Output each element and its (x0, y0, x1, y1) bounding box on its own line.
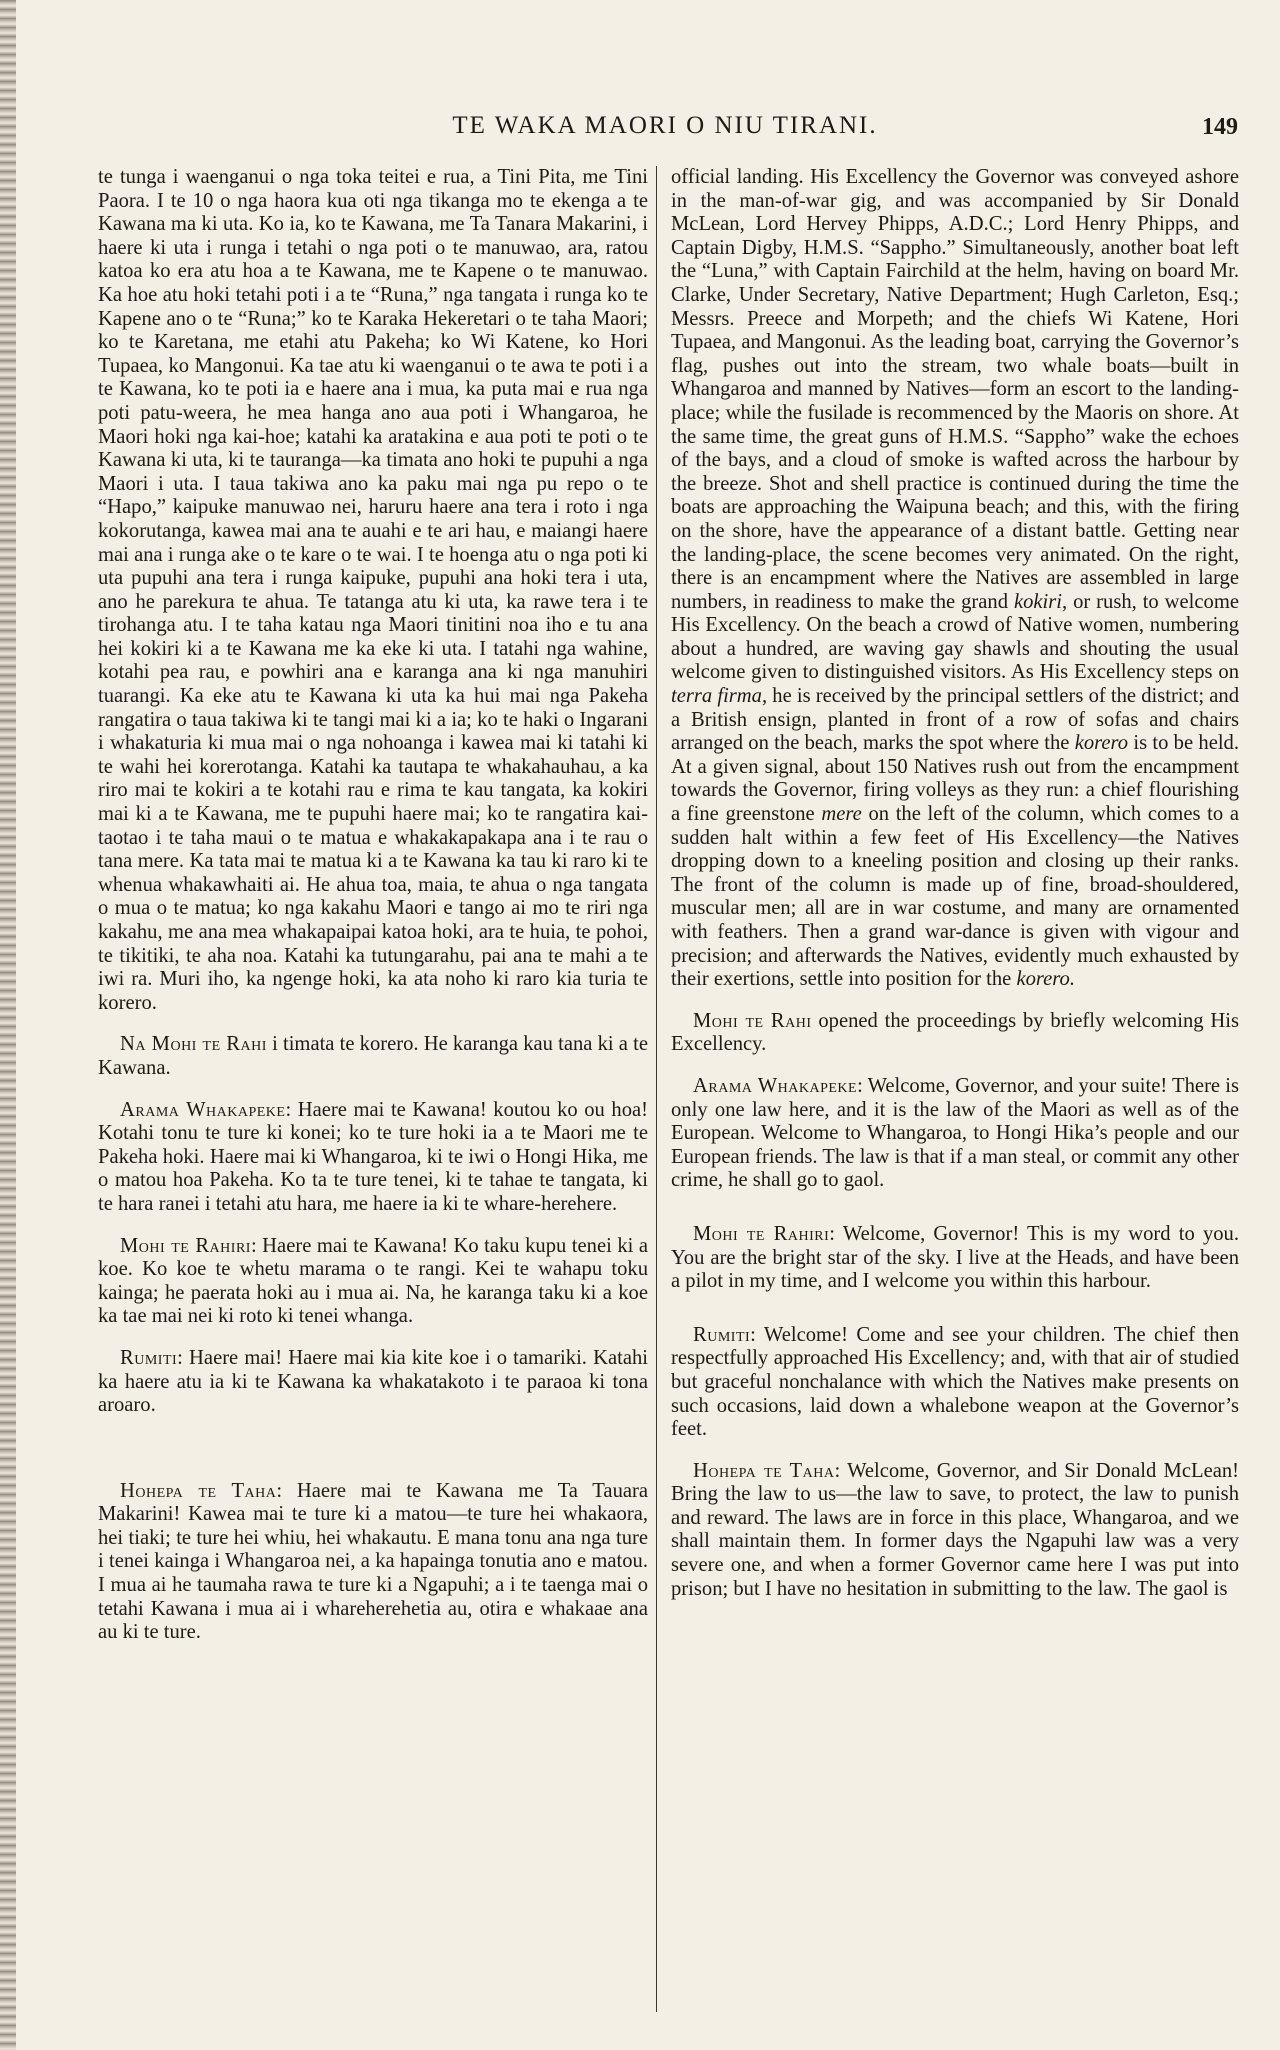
speech-text: : Welcome, Governor, and your suite! There is only one law here, and it is the law of the Maori as well as of the European. Welcome to Whangaroa, to Hongi Hika’s people and our European friends. The law is that if a man steal, or commit any other crime, he shall go to gaol. (671, 1074, 1239, 1192)
column-divider (656, 166, 657, 2012)
speaker-name: Arama Whakapeke (120, 1098, 286, 1121)
italic-term: korero (1074, 732, 1129, 755)
narrative-text: , he is received by the principal settlers of the district; and a British ensign, planted in front of a row of sofas and chairs arranged on the beach, marks the spot where the (671, 685, 1240, 755)
speaker-name: Na Mohi te Rahi (120, 1033, 267, 1056)
maori-paragraph-3 (98, 1099, 648, 1217)
english-column (671, 166, 1239, 1601)
english-paragraph-3 (671, 1075, 1239, 1193)
maori-paragraph-6 (98, 1480, 648, 1645)
english-paragraph-1 (671, 166, 1239, 992)
speaker-name: Mohi te Rahi (693, 1009, 812, 1032)
narrative-text: , or rush, to welcome His Excellency. On the beach a crowd of Native women, numbering about a hundred, are waving gay shawls and shouting the usual welcome given to distinguished visitors. As His Excellency steps on (671, 590, 1239, 684)
narrative-text: is to be held. At a given signal, about 150 Natives rush out from the encampment towards the Governor, firing volleys as they run: a chief flourishing a fine greenstone (671, 732, 1239, 826)
english-paragraph-4 (671, 1223, 1239, 1294)
speech-text: : Haere mai! Haere mai kia kite koe i o tamariki. Katahi ka haere atu ia ki te Kawana ka whakatakoto i te paraoa ki tona aroaro. (98, 1346, 648, 1417)
speech-text: : Welcome, Governor, and Sir Donald McLean! Bring the law to us—the law to save, to protect, the law to punish and reward. The laws are in force in this place, Whangaroa, and we shall maintain them. In former days the Ngapuhi law was a very severe one, and when a former Governor came here I was put into prison; but I have no hesitation in submitting to the law. The gaol is (671, 1459, 1239, 1600)
speech-text: : Haere mai te Kawana! koutou ko ou hoa! Kotahi tonu te ture ki konei; ko te ture hoki ia a te Maori me te Pakeha hoki. Haere mai ki Whangaroa, ki te iwi o Hongi Hika, me o matou hoa Pakeha. Ko ta te ture tenei, ki te tahae te tangata, ki te hara ranei i tetahi atu hara, me haere ia ki te whare-herehere. (98, 1098, 648, 1215)
speaker-name: Mohi te Rahiri (120, 1234, 251, 1257)
maori-paragraph-5 (98, 1347, 648, 1418)
speech-text: : Welcome, Governor! This is my word to you. You are the bright star of the sky. I live at the Heads, and have been a pilot in my time, and I welcome you within this harbour. (671, 1222, 1239, 1293)
speech-text: : Haere mai te Kawana me Ta Tauara Makarini! Kawea mai te ture ki a matou—te ture hei whakaora, hei tiaki; te ture hei whiu, hei whakautu. E mana tonu ana nga ture i tenei kainga i Whangaroa nei, a ka hapainga tonutia ano e matou. I mua ai he taumaha rawa te ture ki a Ngapuhi; a i te taenga mai o tetahi Kawana i mua ai i whareherehetia au, otira e whakaae ana au ki te ture. (98, 1479, 649, 1644)
maori-paragraph-2 (98, 1033, 648, 1080)
english-paragraph-2 (671, 1010, 1239, 1057)
page-number: 149 (1202, 114, 1238, 140)
italic-term: korero. (1016, 968, 1075, 991)
narrative-text: on the left of the column, which comes to a sudden halt within a few feet of His Excellency—the Natives dropping down to a kneeling position and closing up their ranks. The front of the column is made up of fine, broad-shouldered, muscular men; all are in war costume, and many are ornamented with feathers. Then a grand war-dance is given with vigour and precision; and afterwards the Natives, evidently much exhausted by their exertions, settle into position for the (671, 803, 1239, 991)
italic-term: kokiri (1013, 590, 1062, 613)
english-paragraph-5 (671, 1324, 1239, 1442)
italic-term: terra firma (671, 685, 762, 708)
maori-paragraph-1: te tunga i waenganui o nga toka teitei e rua, a Tini Pita, me Tini Paora. I te 10 o nga haora kua oti nga tikanga mo te ekenga a te Kawana ma ki uta. Ko ia, ko te Kawana, me Ta Tanara Makarini, i haere ki uta i runga i tetahi o nga poti o te manuwao, ara, ratou katoa ko era atu hoa a te Kawana, me te Kapene o te manuwao. Ka hoe atu hoki tetahi poti i a te “Runa,” nga tangata i runga ko te Kapene ano o te “Runa;” ko te Karaka Hekeretari o te taha Maori; ko te Karetana, me etahi atu Pakeha; ko Wi Katene, ko Hori Tupaea, ko Mangonui. Ka tae atu ki waenganui o te awa te poti i a te Kawana, ko te poti ia e haere ana i mua, ka puta mai e rua nga poti patu-weera, he mea hanga ano aua poti i Whangaroa, he Maori hoki nga kai-hoe; katahi ka aratakina e aua poti te poti o te Kawana ki uta, ki te tauranga—ka timata ano hoki te pupuhi a nga Maori i uta. I taua takiwa ano ka paku mai nga pu repo o te “Hapo,” kaipuke manuwao nei, haruru haere ana tera i roto i nga kokorutanga, kawea mai ana te auahi e te ari hau, e maiangi haere mai ana i runga ake o te kare o te wai. I te hoenga atu o nga poti ki uta pupuhi ana tera i runga kaipuke, pupuhi ana hoki tera i uta, ano he parekura te ahua. Te tatanga atu ki uta, ka rawe tera i te tirohanga atu. I te taha katau nga Maori tinitini noa iho e tu ana hei kokiri ki a te Kawana me ka eke ki uta. I tatahi nga wahine, kotahi pea rau, e powhiri ana e karanga ana ki nga manuhiri tuarangi. Ka eke atu te Kawana ki uta ka hui mai nga Pakeha rangatira o taua takiwa ki te tangi mai ki a ia; ko te haki o Ingarani i whakaturia ki mua mai o nga nohoanga i kawea mai ki tatahi ki te wahi hei korerotanga. Katahi ka tautapa te whakahauhau, a ka riro mai te kokiri a te kotahi rau e rima te kau tangata, ka kokiri mai ki a te Kawana, me te pupuhi haere mai; ko te rangatira kai-taotao i te taha maui o te matua e whakakapakapa ana i te rau o tana mere. Ka tata mai te matua ki a te Kawana ka tau ki raro ki te whenua whakawhaiti ai. He ahua toa, maia, te ahua o nga tangata o mua o te matua; ko nga kakahu Maori e tango ai mo te riri nga kakahu, me ana mea whakapaipai katoa hoki, ara te huia, te pohoi, te tikitiki, te aha noa. Katahi ka tutungarahu, pai ana te mahi a te iwi ra. Muri iho, ka ngenge hoki, ka ata noho ki raro kia turia te korero. (98, 166, 648, 1014)
speaker-name: Rumiti (693, 1323, 751, 1346)
speech-text: i timata te korero. He karanga kau tana ki a te Kawana. (98, 1033, 648, 1079)
speaker-name: Hohepa te Taha (120, 1479, 277, 1502)
speaker-name: Rumiti (120, 1346, 178, 1369)
italic-term: mere (821, 803, 862, 826)
speaker-name: Mohi te Rahiri (693, 1222, 830, 1245)
speaker-name: Hohepa te Taha (693, 1459, 835, 1482)
speech-text: opened the proceedings by briefly welcoming His Excellency. (671, 1009, 1239, 1056)
speech-text: : Welcome! Come and see your children. The chief then respectfully approached His Excellency; and, with that air of studied but graceful nonchalance with which the Natives make presents on such occasions, laid down a whalebone weapon at the Governor’s feet. (671, 1323, 1239, 1441)
narrative-text: official landing. His Excellency the Governor was conveyed ashore in the man-of-war gig, and was accompanied by Sir Donald McLean, Lord Hervey Phipps, A.D.C.; Lord Henry Phipps, and Captain Digby, H.M.S. “Sappho.” Simultaneously, another boat left the “Luna,” with Captain Fairchild at the helm, having on board Mr. Clarke, Under Secretary, Native Department; Hugh Carleton, Esq.; Messrs. Preece and Morpeth; and the chiefs Wi Katene, Hori Tupaea, and Mangonui. As the leading boat, carrying the Governor’s flag, pushes out into the stream, two whale boats—built in Whangaroa and manned by Natives—form an escort to the landing-place; while the fusilade is recommenced by the Maoris on shore. At the same time, the great guns of H.M.S. “Sappho” wake the echoes of the bays, and a cloud of smoke is wafted across the harbour by the breeze. Shot and shell practice is continued during the time the boats are approaching the Waipuna beach; and this, with the firing on the shore, have the appearance of a distant battle. Getting near the landing-place, the scene becomes very animated. On the right, there is an encampment where the Natives are assembled in large numbers, in readiness to make the grand (671, 166, 1239, 613)
speech-text: : Haere mai te Kawana! Ko taku kupu tenei ki a koe. Ko koe te whetu marama o te rangi. Kei te wahapu toku kainga; he paerata hoki au i mua ai. Na, he karanga taku ki a koe ka tae mai nei ki roto ki tenei whanga. (98, 1234, 648, 1328)
running-head-title: TE WAKA MAORI O NIU TIRANI. (452, 112, 878, 139)
english-paragraph-6 (671, 1460, 1239, 1602)
speaker-name: Arama Whakapeke (693, 1074, 858, 1097)
maori-paragraph-4 (98, 1235, 648, 1329)
maori-column (98, 166, 648, 1645)
